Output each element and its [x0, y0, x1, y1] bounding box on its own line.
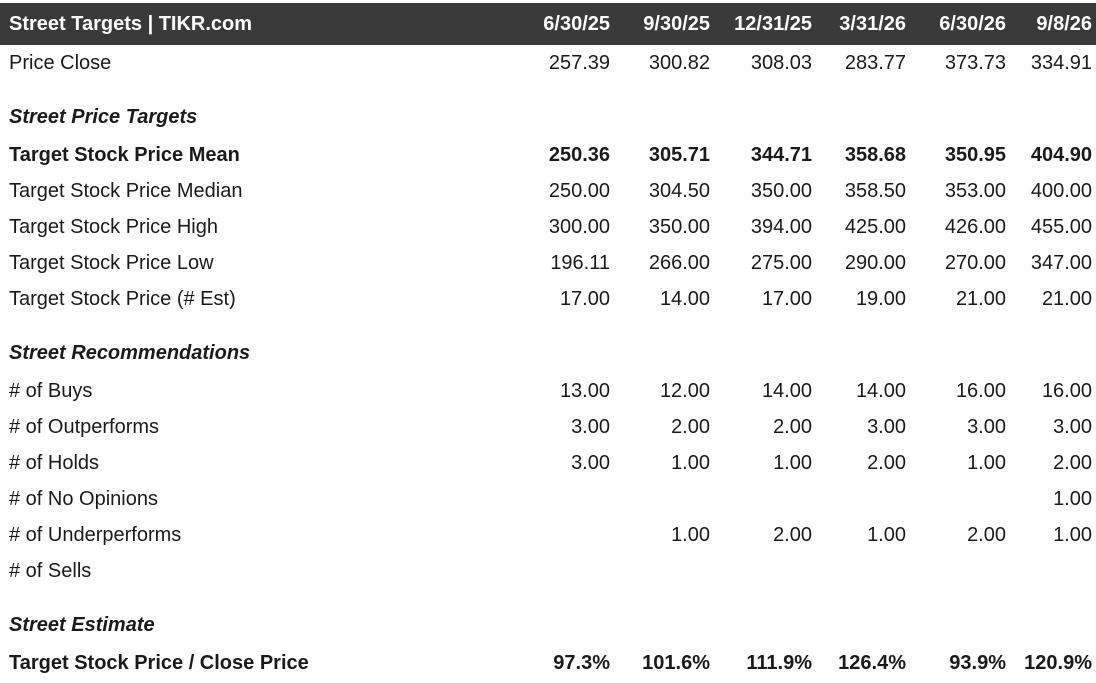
table-cell: 283.77 — [844, 51, 906, 74]
table-cell: 196.11 — [550, 251, 610, 274]
table-cell: 304.50 — [648, 179, 710, 202]
table-cell: 19.00 — [855, 287, 906, 310]
table-cell: 308.03 — [750, 51, 812, 74]
table-cell: 334.91 — [1030, 51, 1092, 74]
table-row — [0, 245, 1096, 281]
table-row — [0, 645, 1096, 681]
table-cell: 290.00 — [844, 251, 906, 274]
table-cell: 350.95 — [944, 143, 1006, 166]
street-targets-table — [0, 3, 1096, 681]
table-row — [0, 281, 1096, 317]
row-label: # of Buys — [9, 379, 93, 402]
table-cell: 2.00 — [967, 523, 1006, 546]
table-row — [0, 481, 1096, 517]
table-cell: 400.00 — [1030, 179, 1092, 202]
table-cell: 1.00 — [1053, 487, 1092, 510]
table-cell: 300.82 — [648, 51, 710, 74]
table-row — [0, 173, 1096, 209]
row-label: Target Stock Price Low — [9, 251, 214, 274]
date-header: 12/31/25 — [734, 12, 812, 35]
table-cell: 1.00 — [671, 451, 710, 474]
table-cell: 14.00 — [761, 379, 812, 402]
date-header: 3/31/26 — [839, 12, 906, 35]
date-header: 6/30/26 — [939, 12, 1006, 35]
table-cell: 2.00 — [773, 415, 812, 438]
table-cell: 1.00 — [867, 523, 906, 546]
table-cell: 2.00 — [671, 415, 710, 438]
table-cell: 1.00 — [967, 451, 1006, 474]
table-cell: 21.00 — [1041, 287, 1092, 310]
row-label: # of Outperforms — [9, 415, 160, 438]
row-label: Target Stock Price Mean — [9, 143, 240, 166]
table-row — [0, 553, 1096, 589]
price-close-row — [0, 45, 1096, 81]
row-label: # of Sells — [9, 559, 92, 582]
table-cell: 426.00 — [944, 215, 1006, 238]
table-cell: 350.00 — [750, 179, 812, 202]
table-cell: 12.00 — [659, 379, 710, 402]
table-cell: 97.3% — [553, 651, 610, 674]
table-cell: 21.00 — [955, 287, 1006, 310]
row-label: Target Stock Price (# Est) — [9, 287, 236, 310]
row-label: Price Close — [9, 51, 112, 74]
table-cell: 3.00 — [1053, 415, 1092, 438]
row-label: # of Underperforms — [9, 523, 182, 546]
row-label: Target Stock Price High — [9, 215, 218, 238]
table-cell: 3.00 — [867, 415, 906, 438]
table-cell: 111.9% — [746, 651, 812, 674]
table-cell: 3.00 — [571, 415, 610, 438]
section-header-recommendations — [0, 333, 1096, 373]
table-cell: 16.00 — [1041, 379, 1092, 402]
table-cell: 120.9% — [1024, 651, 1092, 674]
table-cell: 266.00 — [648, 251, 710, 274]
row-label: Target Stock Price Median — [9, 179, 243, 202]
table-cell: 425.00 — [844, 215, 906, 238]
row-label: Target Stock Price / Close Price — [9, 651, 309, 674]
table-cell: 350.00 — [648, 215, 710, 238]
table-cell: 250.36 — [548, 143, 610, 166]
table-cell: 275.00 — [750, 251, 812, 274]
table-cell: 101.6% — [642, 651, 710, 674]
table-cell: 2.00 — [867, 451, 906, 474]
table-cell: 300.00 — [548, 215, 610, 238]
table-row — [0, 209, 1096, 245]
table-row — [0, 445, 1096, 481]
table-cell: 404.90 — [1030, 143, 1092, 166]
section-header-estimate — [0, 605, 1096, 645]
table-cell: 2.00 — [773, 523, 812, 546]
table-row — [0, 373, 1096, 409]
table-cell: 1.00 — [773, 451, 812, 474]
table-cell: 270.00 — [944, 251, 1006, 274]
table-cell: 93.9% — [949, 651, 1006, 674]
table-cell: 344.71 — [750, 143, 812, 166]
section-title: Street Price Targets — [9, 105, 198, 128]
table-title: Street Targets | TIKR.com — [9, 12, 253, 35]
date-header: 6/30/25 — [543, 12, 610, 35]
table-cell: 358.50 — [844, 179, 906, 202]
table-header — [0, 3, 1096, 45]
table-cell: 347.00 — [1030, 251, 1092, 274]
table-cell: 2.00 — [1053, 451, 1092, 474]
table-cell: 250.00 — [548, 179, 610, 202]
table-row — [0, 137, 1096, 173]
row-label: # of No Opinions — [9, 487, 158, 510]
table-cell: 14.00 — [855, 379, 906, 402]
table-cell: 17.00 — [559, 287, 610, 310]
section-title: Street Estimate — [9, 613, 155, 636]
table-cell: 3.00 — [571, 451, 610, 474]
table-cell: 394.00 — [750, 215, 812, 238]
section-title: Street Recommendations — [9, 341, 251, 364]
table-cell: 1.00 — [671, 523, 710, 546]
table-cell: 358.68 — [844, 143, 906, 166]
date-header: 9/30/25 — [643, 12, 710, 35]
table-cell: 257.39 — [548, 51, 610, 74]
table-cell: 3.00 — [967, 415, 1006, 438]
table-cell: 17.00 — [761, 287, 812, 310]
table-cell: 14.00 — [659, 287, 710, 310]
table-cell: 16.00 — [955, 379, 1006, 402]
row-label: # of Holds — [9, 451, 100, 474]
table-row — [0, 409, 1096, 445]
table-row — [0, 517, 1096, 553]
table-cell: 455.00 — [1030, 215, 1092, 238]
table-cell: 305.71 — [648, 143, 710, 166]
table-cell: 126.4% — [838, 651, 906, 674]
table-cell: 373.73 — [944, 51, 1006, 74]
table-cell: 13.00 — [559, 379, 610, 402]
date-header: 9/8/26 — [1036, 12, 1092, 35]
table-cell: 353.00 — [944, 179, 1006, 202]
section-header-price-targets — [0, 97, 1096, 137]
table-cell: 1.00 — [1053, 523, 1092, 546]
